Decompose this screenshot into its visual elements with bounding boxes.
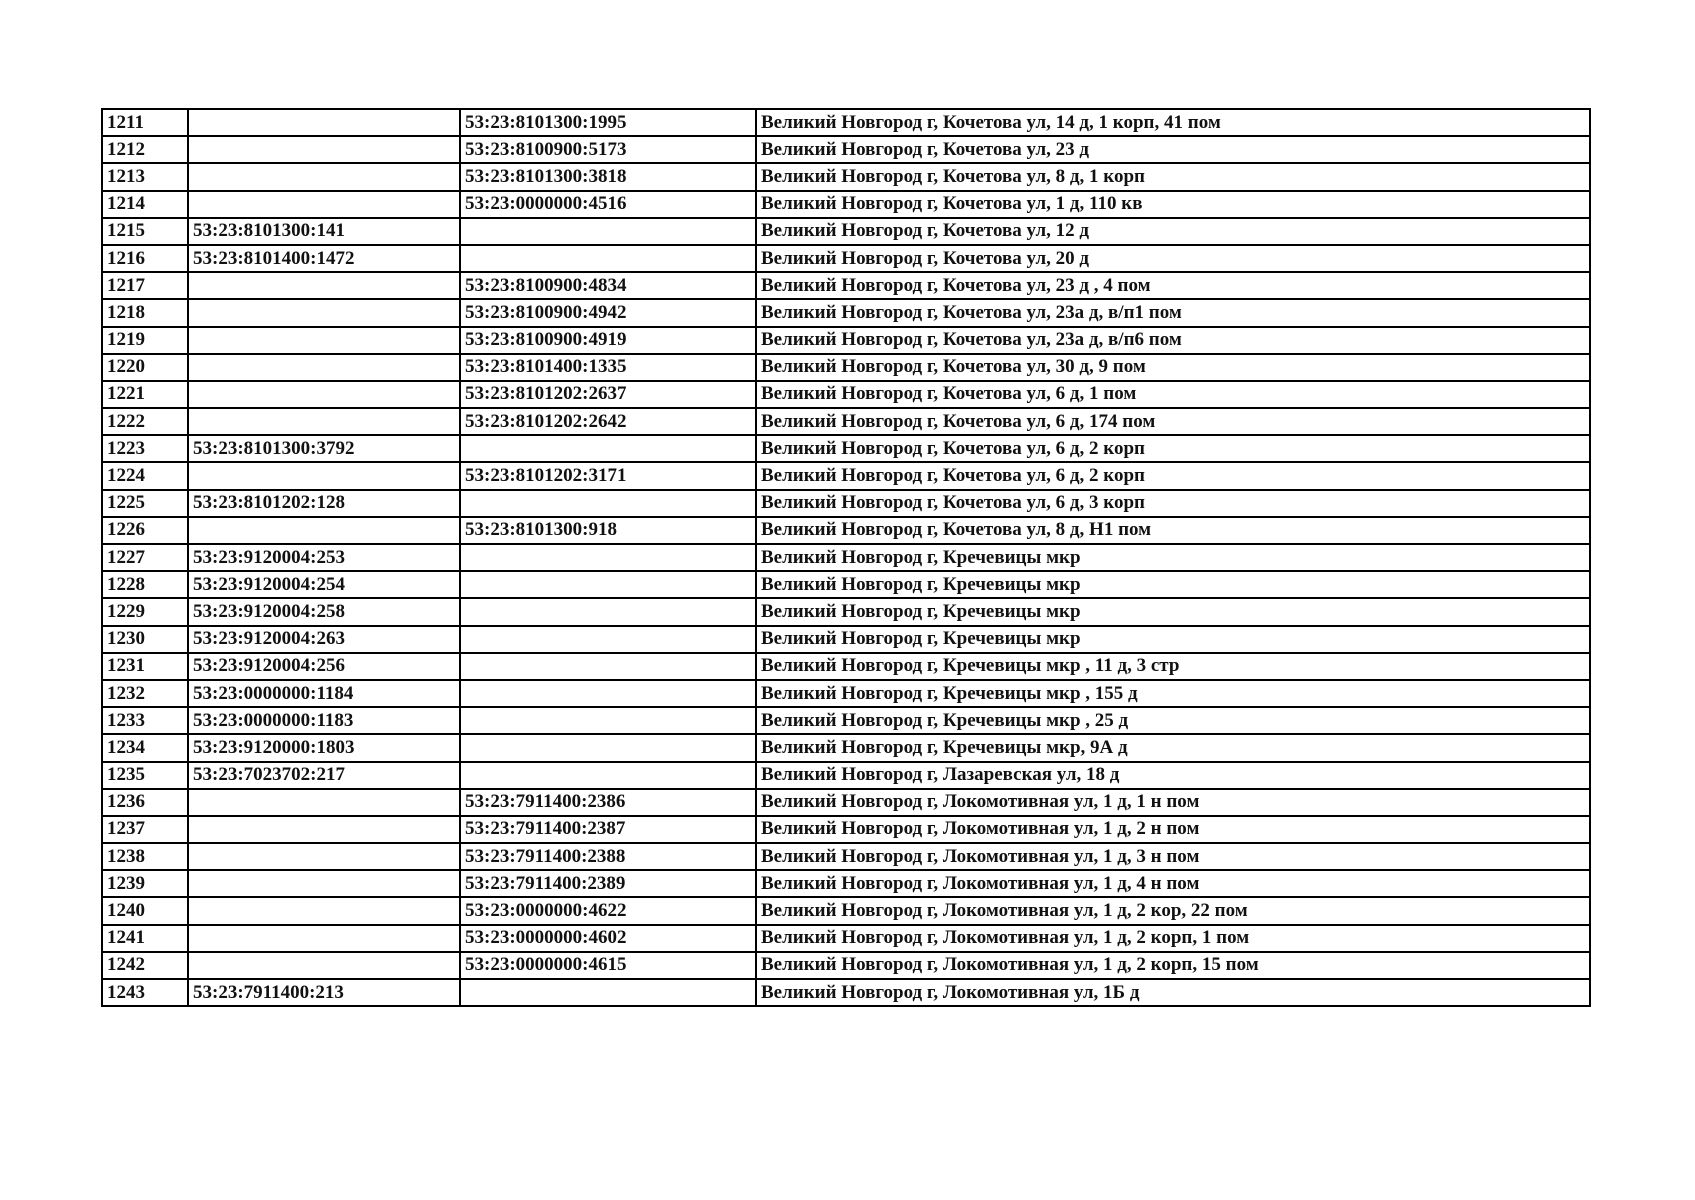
address-cell: Великий Новгород г, Лазаревская ул, 18 д: [756, 762, 1590, 789]
address-cell: Великий Новгород г, Локомотивная ул, 1 д, 1 н пом: [756, 789, 1590, 816]
row-number-cell: 1242: [102, 952, 188, 979]
address-cell: Великий Новгород г, Локомотивная ул, 1 д, 2 н пом: [756, 816, 1590, 843]
row-number-cell: 1222: [102, 408, 188, 435]
table-row: [102, 653, 1590, 680]
object-cadastral-number-cell: 53:23:0000000:4516: [460, 191, 756, 218]
address-cell: Великий Новгород г, Локомотивная ул, 1 д, 2 корп, 15 пом: [756, 952, 1590, 979]
object-cadastral-number-cell: 53:23:8101202:3171: [460, 462, 756, 489]
address-cell: Великий Новгород г, Кречевицы мкр , 25 д: [756, 707, 1590, 734]
row-number-cell: 1239: [102, 870, 188, 897]
row-number-cell: 1238: [102, 843, 188, 870]
cadastral-number-cell: [188, 191, 460, 218]
address-cell: Великий Новгород г, Кочетова ул, 20 д: [756, 245, 1590, 272]
address-cell: Великий Новгород г, Кречевицы мкр , 11 д, 3 стр: [756, 653, 1590, 680]
address-cell: Великий Новгород г, Локомотивная ул, 1Б д: [756, 979, 1590, 1006]
row-number-cell: 1214: [102, 191, 188, 218]
table-row: [102, 245, 1590, 272]
address-cell: Великий Новгород г, Кречевицы мкр: [756, 544, 1590, 571]
cadastral-number-cell: 53:23:7023702:217: [188, 762, 460, 789]
address-cell: Великий Новгород г, Кочетова ул, 8 д, 1 корп: [756, 163, 1590, 190]
cadastral-number-cell: [188, 925, 460, 952]
table-row: [102, 218, 1590, 245]
table-row: [102, 762, 1590, 789]
cadastral-number-cell: [188, 789, 460, 816]
row-number-cell: 1237: [102, 816, 188, 843]
address-cell: Великий Новгород г, Кочетова ул, 23 д , 4 пом: [756, 272, 1590, 299]
row-number-cell: 1225: [102, 490, 188, 517]
table-row: [102, 299, 1590, 326]
table-row: [102, 462, 1590, 489]
object-cadastral-number-cell: [460, 680, 756, 707]
cadastral-number-cell: 53:23:9120004:254: [188, 571, 460, 598]
address-cell: Великий Новгород г, Кочетова ул, 12 д: [756, 218, 1590, 245]
row-number-cell: 1219: [102, 327, 188, 354]
cadastral-number-cell: [188, 354, 460, 381]
cadastral-number-cell: [188, 381, 460, 408]
address-cell: Великий Новгород г, Локомотивная ул, 1 д, 4 н пом: [756, 870, 1590, 897]
row-number-cell: 1217: [102, 272, 188, 299]
address-cell: Великий Новгород г, Кречевицы мкр: [756, 598, 1590, 625]
table-row: [102, 381, 1590, 408]
table-row: [102, 870, 1590, 897]
object-cadastral-number-cell: [460, 571, 756, 598]
cadastral-number-cell: 53:23:9120000:1803: [188, 734, 460, 761]
table-row: [102, 816, 1590, 843]
row-number-cell: 1213: [102, 163, 188, 190]
object-cadastral-number-cell: [460, 707, 756, 734]
cadastral-number-cell: 53:23:8101400:1472: [188, 245, 460, 272]
address-cell: Великий Новгород г, Кочетова ул, 23а д, в/п1 пом: [756, 299, 1590, 326]
address-cell: Великий Новгород г, Кочетова ул, 6 д, 2 корп: [756, 435, 1590, 462]
row-number-cell: 1235: [102, 762, 188, 789]
row-number-cell: 1215: [102, 218, 188, 245]
object-cadastral-number-cell: [460, 979, 756, 1006]
address-cell: Великий Новгород г, Кочетова ул, 6 д, 1 пом: [756, 381, 1590, 408]
address-cell: Великий Новгород г, Кречевицы мкр: [756, 626, 1590, 653]
row-number-cell: 1232: [102, 680, 188, 707]
table-row: [102, 843, 1590, 870]
address-cell: Великий Новгород г, Кочетова ул, 6 д, 2 корп: [756, 462, 1590, 489]
address-cell: Великий Новгород г, Кочетова ул, 23 д: [756, 136, 1590, 163]
object-cadastral-number-cell: [460, 762, 756, 789]
table-row: [102, 925, 1590, 952]
row-number-cell: 1218: [102, 299, 188, 326]
cadastral-number-cell: 53:23:8101202:128: [188, 490, 460, 517]
object-cadastral-number-cell: 53:23:7911400:2388: [460, 843, 756, 870]
object-cadastral-number-cell: [460, 490, 756, 517]
object-cadastral-number-cell: 53:23:8100900:4834: [460, 272, 756, 299]
object-cadastral-number-cell: 53:23:8101300:3818: [460, 163, 756, 190]
table-row: [102, 707, 1590, 734]
address-cell: Великий Новгород г, Кочетова ул, 6 д, 174 пом: [756, 408, 1590, 435]
object-cadastral-number-cell: [460, 245, 756, 272]
table-row: [102, 408, 1590, 435]
cadastral-number-cell: [188, 327, 460, 354]
cadastral-number-cell: [188, 408, 460, 435]
cadastral-number-cell: [188, 517, 460, 544]
object-cadastral-number-cell: 53:23:8101300:1995: [460, 109, 756, 136]
table-row: [102, 897, 1590, 924]
table-row: [102, 979, 1590, 1006]
cadastral-number-cell: [188, 163, 460, 190]
table-row: [102, 109, 1590, 136]
row-number-cell: 1241: [102, 925, 188, 952]
row-number-cell: 1236: [102, 789, 188, 816]
address-cell: Великий Новгород г, Кречевицы мкр: [756, 571, 1590, 598]
cadastral-number-cell: 53:23:9120004:258: [188, 598, 460, 625]
object-cadastral-number-cell: [460, 598, 756, 625]
row-number-cell: 1229: [102, 598, 188, 625]
table-row: [102, 952, 1590, 979]
row-number-cell: 1240: [102, 897, 188, 924]
address-cell: Великий Новгород г, Кочетова ул, 14 д, 1 корп, 41 пом: [756, 109, 1590, 136]
row-number-cell: 1221: [102, 381, 188, 408]
address-cell: Великий Новгород г, Кочетова ул, 8 д, Н1 пом: [756, 517, 1590, 544]
address-cell: Великий Новгород г, Кочетова ул, 30 д, 9 пом: [756, 354, 1590, 381]
table-row: [102, 598, 1590, 625]
object-cadastral-number-cell: 53:23:7911400:2389: [460, 870, 756, 897]
row-number-cell: 1234: [102, 734, 188, 761]
object-cadastral-number-cell: 53:23:7911400:2387: [460, 816, 756, 843]
table-row: [102, 571, 1590, 598]
object-cadastral-number-cell: 53:23:8101202:2642: [460, 408, 756, 435]
address-cell: Великий Новгород г, Кочетова ул, 1 д, 110 кв: [756, 191, 1590, 218]
table-row: [102, 191, 1590, 218]
row-number-cell: 1216: [102, 245, 188, 272]
object-cadastral-number-cell: [460, 435, 756, 462]
object-cadastral-number-cell: 53:23:8101202:2637: [460, 381, 756, 408]
cadastral-number-cell: 53:23:8101300:3792: [188, 435, 460, 462]
row-number-cell: 1231: [102, 653, 188, 680]
table-row: [102, 490, 1590, 517]
row-number-cell: 1228: [102, 571, 188, 598]
cadastral-number-cell: [188, 299, 460, 326]
cadastral-number-cell: 53:23:9120004:253: [188, 544, 460, 571]
cadastral-number-cell: 53:23:9120004:263: [188, 626, 460, 653]
address-cell: Великий Новгород г, Локомотивная ул, 1 д, 2 кор, 22 пом: [756, 897, 1590, 924]
object-cadastral-number-cell: [460, 218, 756, 245]
address-cell: Великий Новгород г, Кочетова ул, 6 д, 3 корп: [756, 490, 1590, 517]
row-number-cell: 1243: [102, 979, 188, 1006]
registry-table-body: [102, 109, 1590, 1006]
cadastral-number-cell: 53:23:8101300:141: [188, 218, 460, 245]
row-number-cell: 1224: [102, 462, 188, 489]
row-number-cell: 1233: [102, 707, 188, 734]
object-cadastral-number-cell: 53:23:8100900:4919: [460, 327, 756, 354]
table-row: [102, 163, 1590, 190]
cadastral-number-cell: [188, 816, 460, 843]
row-number-cell: 1220: [102, 354, 188, 381]
table-row: [102, 136, 1590, 163]
object-cadastral-number-cell: 53:23:0000000:4602: [460, 925, 756, 952]
table-row: [102, 354, 1590, 381]
object-cadastral-number-cell: 53:23:8100900:5173: [460, 136, 756, 163]
address-cell: Великий Новгород г, Локомотивная ул, 1 д, 2 корп, 1 пом: [756, 925, 1590, 952]
row-number-cell: 1227: [102, 544, 188, 571]
table-row: [102, 327, 1590, 354]
object-cadastral-number-cell: 53:23:8101400:1335: [460, 354, 756, 381]
table-row: [102, 435, 1590, 462]
cadastral-number-cell: [188, 109, 460, 136]
cadastral-number-cell: 53:23:7911400:213: [188, 979, 460, 1006]
object-cadastral-number-cell: 53:23:0000000:4615: [460, 952, 756, 979]
object-cadastral-number-cell: 53:23:8101300:918: [460, 517, 756, 544]
object-cadastral-number-cell: [460, 626, 756, 653]
object-cadastral-number-cell: 53:23:8100900:4942: [460, 299, 756, 326]
cadastral-number-cell: [188, 952, 460, 979]
cadastral-number-cell: 53:23:9120004:256: [188, 653, 460, 680]
cadastral-number-cell: 53:23:0000000:1183: [188, 707, 460, 734]
cadastral-number-cell: [188, 462, 460, 489]
address-cell: Великий Новгород г, Кречевицы мкр, 9А д: [756, 734, 1590, 761]
table-row: [102, 544, 1590, 571]
address-cell: Великий Новгород г, Локомотивная ул, 1 д, 3 н пом: [756, 843, 1590, 870]
cadastral-number-cell: [188, 136, 460, 163]
row-number-cell: 1226: [102, 517, 188, 544]
table-row: [102, 734, 1590, 761]
row-number-cell: 1230: [102, 626, 188, 653]
cadastral-number-cell: 53:23:0000000:1184: [188, 680, 460, 707]
row-number-cell: 1211: [102, 109, 188, 136]
object-cadastral-number-cell: 53:23:0000000:4622: [460, 897, 756, 924]
object-cadastral-number-cell: [460, 653, 756, 680]
row-number-cell: 1223: [102, 435, 188, 462]
address-cell: Великий Новгород г, Кречевицы мкр , 155 д: [756, 680, 1590, 707]
object-cadastral-number-cell: 53:23:7911400:2386: [460, 789, 756, 816]
property-registry-table: [101, 108, 1591, 1007]
cadastral-number-cell: [188, 843, 460, 870]
object-cadastral-number-cell: [460, 544, 756, 571]
cadastral-number-cell: [188, 897, 460, 924]
table-row: [102, 626, 1590, 653]
row-number-cell: 1212: [102, 136, 188, 163]
cadastral-number-cell: [188, 272, 460, 299]
object-cadastral-number-cell: [460, 734, 756, 761]
table-row: [102, 680, 1590, 707]
cadastral-number-cell: [188, 870, 460, 897]
table-row: [102, 272, 1590, 299]
address-cell: Великий Новгород г, Кочетова ул, 23а д, в/п6 пом: [756, 327, 1590, 354]
table-row: [102, 517, 1590, 544]
table-row: [102, 789, 1590, 816]
